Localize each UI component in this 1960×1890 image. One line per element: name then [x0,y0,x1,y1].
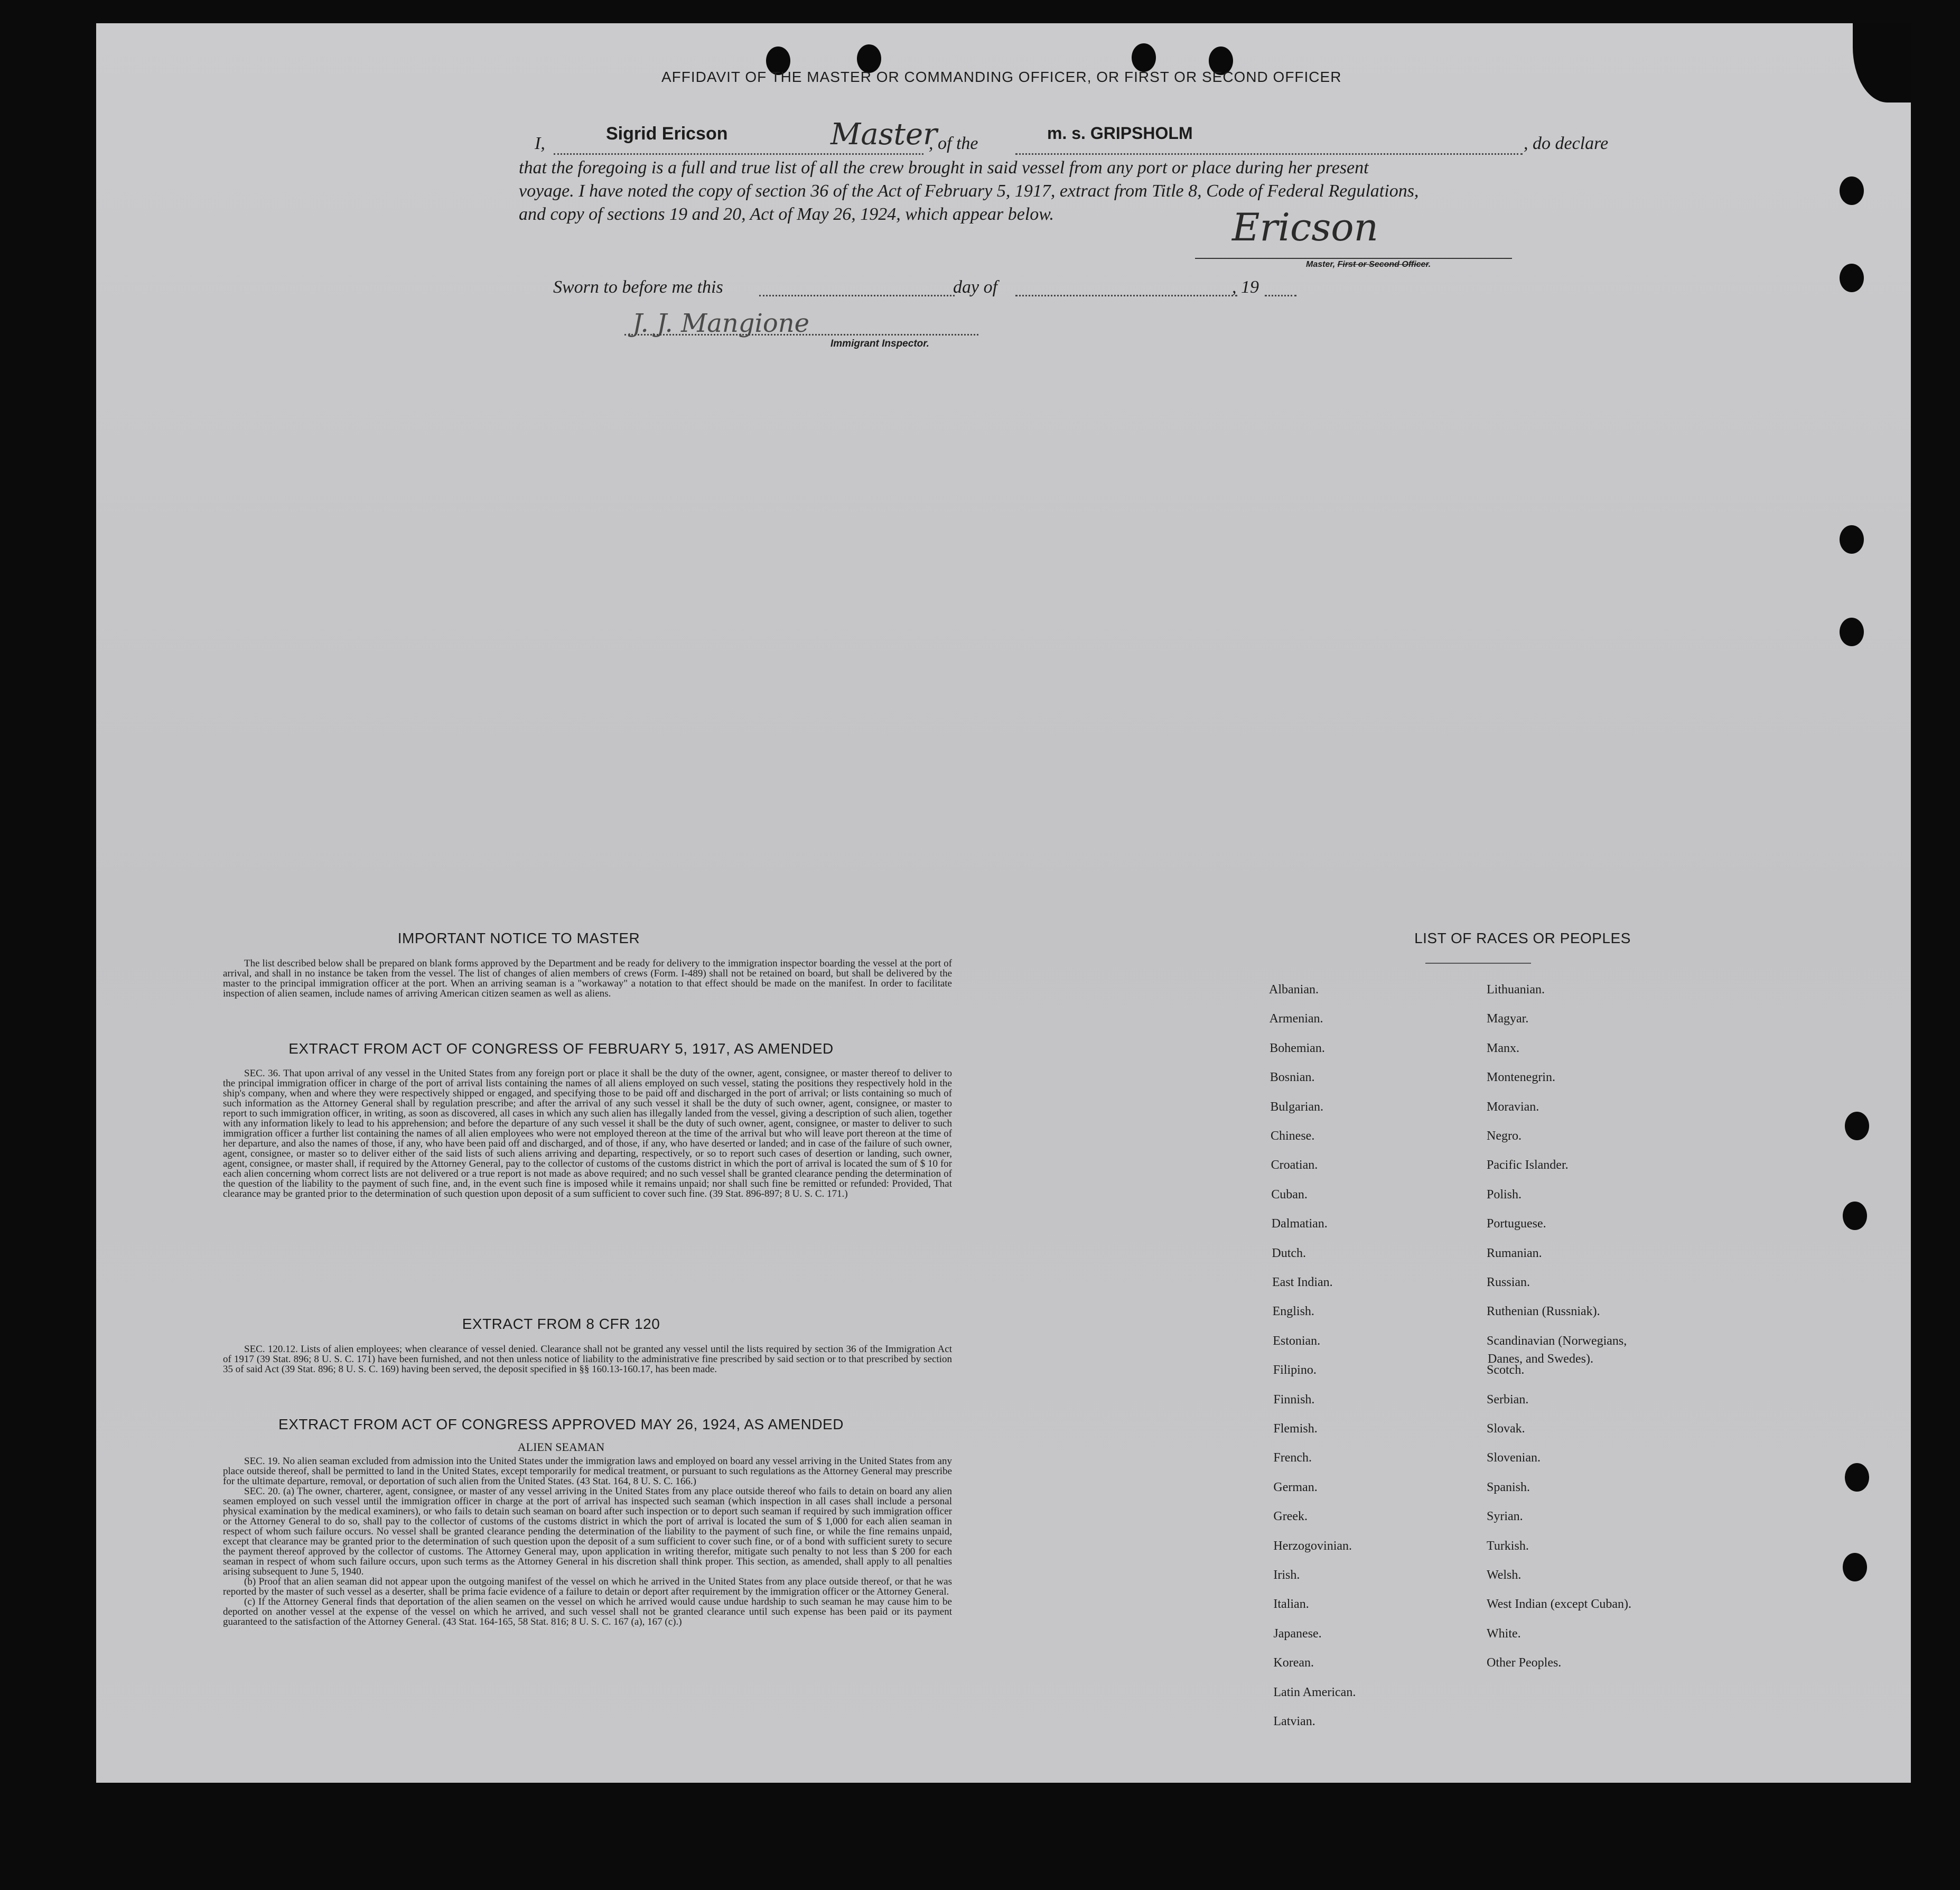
race-item: Russian. [1487,1275,1530,1289]
affidavit-i: I, [535,134,545,153]
vessel-name: m. s. GRIPSHOLM [1047,124,1193,143]
race-item: Scandinavian (Norwegians, [1487,1334,1627,1348]
race-item: White. [1487,1626,1521,1641]
race-item: Bulgarian. [1270,1100,1324,1114]
sec-19-text: SEC. 19. No alien seaman excluded from admission into the United States under the immigration laws and employed on board any vessel arriving in the United States from any place outside thereof, shall be permitted to land in the United States, except temporarily for medical treatment, or pursuant to such regulations as the Attorney General may prescribe for the ultimate departure, removal, or deportation of such alien from the United States. (43 Stat. 164, 8 U. S. C. 166.) [223,1456,952,1487]
extract-1924-title: EXTRACT FROM ACT OF CONGRESS APPROVED MAY 26, 1924, AS AMENDED [278,1416,844,1432]
rank-handwritten: Master [830,117,937,152]
sec-20b-text: (b) Proof that an alien seaman did not appear upon the outgoing manifest of the vessel on which he arrived in the United States from any place outside thereof, or that he was reported by the master of such vessel as a deserter, shall be prima facie evidence of a failure to detain or deport after requirement by the immigration officer or the Attorney General. [223,1576,952,1597]
race-item: Manx. [1487,1041,1519,1055]
race-item: Pacific Islander. [1487,1158,1569,1172]
race-item: Dutch. [1272,1246,1306,1260]
sworn-label: Sworn to before me this [553,277,723,297]
race-item: Slovak. [1487,1422,1525,1436]
race-item: Flemish. [1273,1422,1318,1436]
affidavit-line-4: and copy of sections 19 and 20, Act of May 26, 1924, which appear below. [519,204,1054,224]
race-item: Finnish. [1273,1392,1315,1407]
signature-label-end: . [1428,260,1431,269]
race-item: Moravian. [1487,1100,1539,1114]
race-item: Polish. [1487,1187,1522,1202]
inspector-line [624,334,978,336]
race-item: Albanian. [1269,983,1319,997]
signature-label-master: Master, [1306,260,1338,269]
extract-1917-title: EXTRACT FROM ACT OF CONGRESS OF FEBRUARY 5, 1917, AS AMENDED [288,1040,834,1057]
punch-hole [1840,176,1864,205]
race-item: Estonian. [1273,1334,1321,1348]
race-item: Other Peoples. [1487,1656,1562,1670]
punch-hole [1840,264,1864,292]
vessel-blank [1015,153,1523,155]
sec-20a-text: SEC. 20. (a) The owner, charterer, agent, consignee, or master of any vessel arriving in the United States from any place outside thereof who fails to detain on board any alien seamen employed on such vessel until the immigration officer in charge at the port of arrival has inspected such seaman (which inspection in all cases shall include a personal physical examination by the medical examiners), or who fails to detain such seaman on board after such inspection or to deport such seaman if required by such immigration officer or the Attorney General to do so, shall pay to the collector of customs of the customs district in which the port of arrival is located the sum of $ 1,000 for each alien seaman in respect of whom such failure occurs. No vessel shall be granted clearance pending the determination of the liability to the payment of such fine, or while the fine remains unpaid, except that clearance may be granted prior to the determination of such question upon the deposit of a sum sufficient to cover such fine, or of a bond with sufficient surety to secure the payment thereof approved by the collector of customs. The Attorney General may, upon application in writing therefor, mitigate such penalty to not less than $ 200 for each seaman in respect of whom such failure occurs, upon such terms as the Attorney General in his discretion shall think proper. This section, as amended, shall apply to all penalties arising subsequent to June 5, 1940. [223,1486,952,1577]
of-the-label: , of the [929,134,978,153]
notice-title: IMPORTANT NOTICE TO MASTER [397,930,640,946]
race-item: Latvian. [1273,1715,1315,1728]
inspector-signature: J. J. Mangione [632,309,810,338]
master-signature: Ericson [1232,205,1378,249]
signature-line [1195,258,1512,259]
affidavit-title: AFFIDAVIT OF THE MASTER OR COMMANDING OFFICER, OR FIRST OR SECOND OFFICER [661,69,1342,85]
master-name: Sigrid Ericson [606,124,728,144]
race-item: Armenian. [1269,1012,1323,1026]
sec-20c-text: (c) If the Attorney General finds that deportation of the alien seamen on the vessel on which he arrived would cause undue hardship to such seaman he may cause him to be deported on another vessel at the expense of the vessel on which he arrived, and such vessel shall not be granted clearance until such expense has been paid or its payment guaranteed to the satisfaction of the Attorney General. (43 Stat. 164-165, 58 Stat. 816; 8 U. S. C. 167 (a), 167 (c).) [223,1596,952,1627]
race-item: Welsh. [1487,1568,1522,1582]
sworn-year-blank [1265,295,1296,296]
race-item: Portuguese. [1487,1217,1546,1231]
inspector-label: Immigrant Inspector. [830,338,929,349]
punch-hole [1132,43,1156,72]
punch-hole [1843,1553,1867,1581]
race-item: Cuban. [1271,1187,1308,1202]
race-item: Latin American. [1273,1685,1356,1699]
race-item: German. [1273,1480,1318,1494]
race-item: French. [1273,1451,1312,1465]
sworn-month-blank [1015,295,1237,296]
race-item: Ruthenian (Russniak). [1487,1305,1600,1319]
extract-cfr-title: EXTRACT FROM 8 CFR 120 [462,1316,660,1332]
race-item: English. [1272,1305,1314,1319]
affidavit-line-2: that the foregoing is a full and true list of all the crew brought in said vessel from any port or place during her present [519,158,1369,178]
race-item: Rumanian. [1487,1246,1542,1260]
race-item: East Indian. [1272,1275,1333,1289]
extract-1924-body [223,1456,952,1627]
signature-label-struck: First or Second Officer [1337,260,1429,269]
race-item: Herzogovinian. [1273,1539,1352,1553]
race-item: Filipino. [1273,1363,1317,1377]
year-label: , 19 [1232,277,1259,297]
punch-hole [1840,525,1864,554]
race-item: Spanish. [1487,1480,1530,1494]
affidavit-line-3: voyage. I have noted the copy of section 36 of the Act of February 5, 1917, extract from Title 8, Code of Federal Regulations, [519,181,1419,201]
sworn-day-blank [759,295,955,296]
torn-corner [1853,23,1911,103]
races-title-rule [1425,963,1531,964]
race-item: Japanese. [1273,1626,1322,1641]
race-item: Lithuanian. [1487,983,1545,997]
races-title: LIST OF RACES OR PEOPLES [1414,930,1631,946]
race-item: Greek. [1273,1510,1308,1524]
document-page [96,23,1911,1783]
race-item: Turkish. [1487,1539,1529,1553]
punch-hole [1840,618,1864,646]
extract-cfr-text: SEC. 120.12. Lists of alien employees; when clearance of vessel denied. Clearance shall not be granted any vessel until the lists required by section 36 of the Immigration Act of 1917 (39 Stat. 896; 8 U. S. C. 171) have been furnished, and not then unless notice of liability to the administrative fine prescribed by said section or to that prescribed by section 35 of said Act (39 Stat. 896; 8 U. S. C. 169) having been served, the deposit specified in §§ 160.13-160.17, has been made. [223,1344,952,1375]
race-item: Chinese. [1271,1129,1315,1143]
signature-label [1306,260,1431,269]
race-item: Croatian. [1271,1158,1318,1172]
do-declare-label: , do declare [1524,134,1609,153]
race-item: Slovenian. [1487,1451,1541,1465]
alien-seaman-subtitle: ALIEN SEAMAN [517,1440,605,1454]
race-item: Syrian. [1487,1510,1523,1524]
race-item: Irish. [1273,1568,1300,1582]
race-item: Danes, and Swedes). [1488,1352,1593,1366]
notice-text: The list described below shall be prepared on blank forms approved by the Department and be ready for delivery to the immigration inspector boarding the vessel at the port of arrival, and shall in no instance be taken from the vessel. The list of changes of alien members of crews (Form. I-489) shall not be retained on board, but shall be delivered by the master to the principal immigration officer at the port. When an arriving seaman is a "workaway" a notation to that effect should be made on the manifest. In order to facilitate inspection of alien seamen, include names of arriving American citizen seamen as well as aliens. [223,958,952,999]
race-item: Scotch. [1487,1363,1525,1377]
race-item: Bohemian. [1270,1041,1325,1055]
race-item: Italian. [1273,1597,1309,1612]
race-item: Magyar. [1487,1012,1529,1026]
name-blank [554,153,923,155]
race-item: Bosnian. [1270,1070,1315,1085]
race-item: Dalmatian. [1271,1217,1328,1231]
punch-hole [1845,1463,1869,1492]
race-item: Korean. [1273,1656,1314,1670]
punch-hole [1845,1112,1869,1140]
extract-1917-text: SEC. 36. That upon arrival of any vessel in the United States from any foreign port or place it shall be the duty of the owner, agent, consignee, or master thereof to deliver to the principal immigration officer in charge of the port of arrival lists containing the names of all aliens employed on such vessel, stating the positions they respectively hold in the ship's company, when and where they were respectively shipped or engaged, and specifying those to be paid off and discharged in the port of arrival; or lists containing so much of such information as the Attorney General shall by regulation prescribe; and after the arrival of any such vessel it shall be the duty of such owner, agent, consignee, or master to report to such immigration officer, in writing, as soon as discovered, all cases in which any such alien has illegally landed from the vessel, giving a description of such alien, together with any information likely to lead to his apprehension; and before the departure of any such vessel it shall be the duty of such owner, agent, consignee, or master to deliver to such immigration officer a further list containing the names of all alien employees who were not employed thereon at the time of the arrival but who will leave port thereon at the time of her departure, and also the names of those, if any, who have been paid off and discharged, and of those, if any, who have deserted or landed; and in case of the failure of such owner, agent, consignee, or master so to deliver either of the said lists of such aliens arriving and departing, respectively, or so to report such cases of desertion or landing, such owner, agent, consignee, or master shall, if required by the Attorney General, pay to the collector of customs of the customs district in which the port of arrival is located the sum of $ 10 for each alien concerning whom correct lists are not delivered or a true report is not made as above required; and no such vessel shall be granted clearance pending the determination of the question of the liability to the payment of such fine, and, in the event such fine is imposed while it remains unpaid; nor shall such fine be remitted or refunded: Provided, That clearance may be granted prior to the determination of such question upon deposit of a sum sufficient to cover such fine. (39 Stat. 896-897; 8 U. S. C. 171.) [223,1068,952,1199]
race-item: Montenegrin. [1487,1070,1555,1085]
day-of-label: day of [953,277,998,297]
race-item: Negro. [1487,1129,1522,1143]
punch-hole [1843,1202,1867,1230]
race-item: West Indian (except Cuban). [1487,1597,1631,1612]
race-item: Serbian. [1487,1392,1529,1407]
